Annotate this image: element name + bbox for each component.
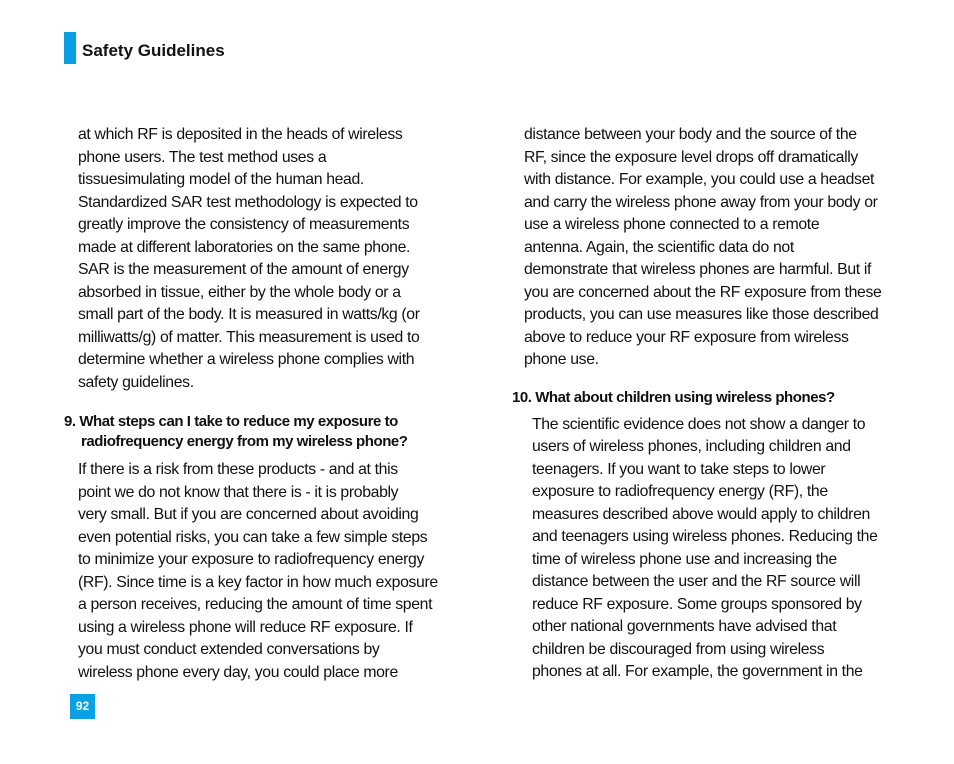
children-paragraph bbox=[532, 414, 912, 684]
text-line: measures described above would apply to children bbox=[532, 505, 870, 523]
text-line: users of wireless phones, including children and bbox=[532, 438, 851, 455]
page-number: 92 bbox=[70, 694, 95, 719]
exposure-paragraph bbox=[78, 459, 464, 684]
text-line: you must conduct extended conversations by bbox=[78, 641, 380, 658]
text-line: absorbed in tissue, either by the whole body or a bbox=[78, 283, 401, 301]
text-line: milliwatts/g) of matter. This measurement is used to bbox=[78, 328, 420, 346]
text-line: reduce RF exposure. Some groups sponsored by bbox=[532, 595, 862, 613]
text-line: RF, since the exposure level drops off dramatically bbox=[524, 148, 858, 166]
right-column bbox=[512, 124, 912, 684]
text-line: (RF). Since time is a key factor in how much exposure bbox=[78, 573, 438, 591]
text-line: time of wireless phone use and increasing the bbox=[532, 550, 837, 568]
text-line: distance between your body and the source of the bbox=[524, 126, 857, 143]
section-title: Safety Guidelines bbox=[82, 41, 225, 60]
text-line: use a wireless phone connected to a remote bbox=[524, 216, 820, 233]
text-line: you are concerned about the RF exposure from these bbox=[524, 283, 882, 301]
text-line: wireless phone every day, you could place more bbox=[78, 663, 398, 681]
text-line: phones at all. For example, the government in the bbox=[532, 663, 863, 680]
text-line: other national governments have advised that bbox=[532, 618, 837, 635]
text-line: phone use. bbox=[524, 351, 599, 368]
text-line: even potential risks, you can take a few simple steps bbox=[78, 528, 428, 546]
section-accent-bar bbox=[64, 32, 76, 64]
text-line: determine whether a wireless phone complies with bbox=[78, 351, 415, 368]
text-line: distance between the user and the RF source will bbox=[532, 573, 861, 590]
text-line: Standardized SAR test methodology is expected to bbox=[78, 193, 418, 211]
text-line: antenna. Again, the scientific data do not bbox=[524, 238, 794, 256]
text-line: tissuesimulating model of the human head. bbox=[78, 171, 364, 188]
text-line: The scientific evidence does not show a danger to bbox=[532, 415, 866, 433]
text-line: very small. But if you are concerned about avoiding bbox=[78, 506, 419, 523]
question-9-line-1: 9. What steps can I take to reduce my exposure to bbox=[64, 413, 398, 430]
distance-paragraph bbox=[524, 124, 912, 372]
text-line: children be discouraged from using wireless bbox=[532, 640, 825, 658]
sar-paragraph bbox=[78, 124, 464, 394]
text-line: made at different laboratories on the same phone. bbox=[78, 238, 411, 256]
text-line: phone users. The test method uses a bbox=[78, 148, 327, 166]
text-line: teenagers. If you want to take steps to lower bbox=[532, 460, 826, 478]
question-10-heading: 10. What about children using wireless phones? bbox=[512, 388, 835, 406]
text-line: to minimize your exposure to radiofrequency energy bbox=[78, 551, 425, 568]
text-line: greatly improve the consistency of measurements bbox=[78, 216, 410, 233]
text-line: and carry the wireless phone away from your body or bbox=[524, 193, 878, 211]
left-column bbox=[64, 124, 464, 684]
text-line: with distance. For example, you could use a headset bbox=[524, 171, 875, 188]
text-line: a person receives, reducing the amount of time spent bbox=[78, 596, 433, 613]
text-line: SAR is the measurement of the amount of energy bbox=[78, 261, 409, 278]
text-line: point we do not know that there is - it is probably bbox=[78, 483, 399, 501]
question-9-heading bbox=[64, 412, 464, 452]
text-line: above to reduce your RF exposure from wireless bbox=[524, 328, 849, 346]
question-9-line-2: radiofrequency energy from my wireless phone? bbox=[81, 433, 408, 450]
text-line: using a wireless phone will reduce RF exposure. If bbox=[78, 618, 413, 636]
text-line: at which RF is deposited in the heads of wireless bbox=[78, 126, 403, 143]
text-line: products, you can use measures like those described bbox=[524, 306, 879, 323]
text-line: If there is a risk from these products - and at this bbox=[78, 461, 398, 478]
text-line: safety guidelines. bbox=[78, 373, 194, 391]
text-line: demonstrate that wireless phones are harmful. But if bbox=[524, 261, 872, 278]
text-line: exposure to radiofrequency energy (RF), the bbox=[532, 483, 828, 500]
text-line: and teenagers using wireless phones. Reducing the bbox=[532, 528, 878, 545]
text-line: small part of the body. It is measured in watts/kg (or bbox=[78, 306, 420, 323]
